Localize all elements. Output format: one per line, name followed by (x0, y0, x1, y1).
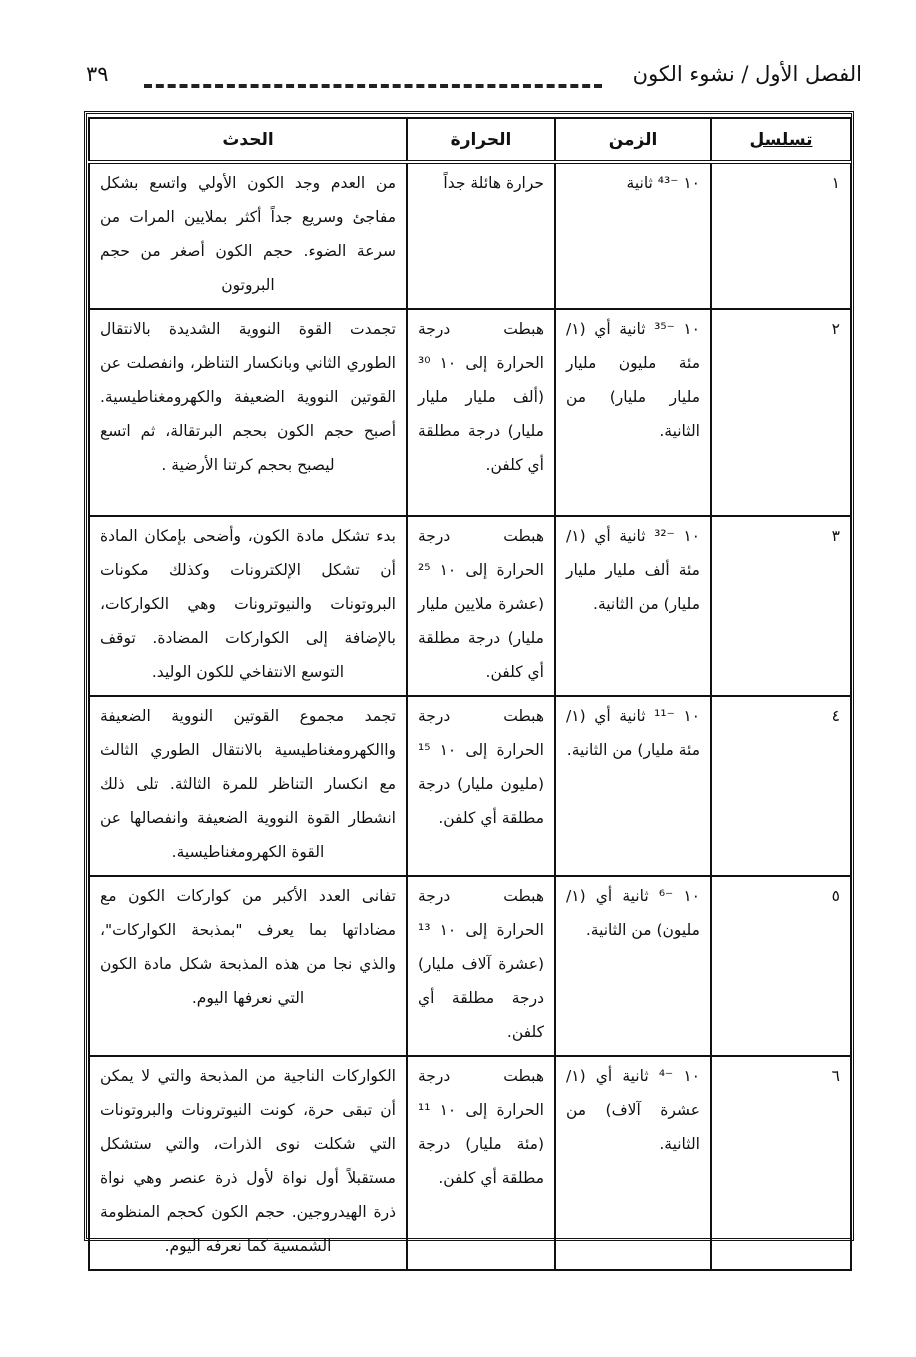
cell-serial: ١ (711, 162, 851, 309)
header-leader-dots (144, 84, 602, 88)
cell-event: بدء تشكل مادة الكون، وأضحى بإمكان المادة أن تشكل الإلكترونات وكذلك مكونات البروتونات والنيوترونات وهي الكواركات، بالإضافة إلى الكواركات المضادة. توقف التوسع الانتفاخي للكون الوليد. (89, 516, 407, 696)
cell-serial: ٢ (711, 309, 851, 516)
cell-temperature: هبطت درجة الحرارة إلى ١٠ ¹³ (عشرة آلاف مليار) درجة مطلقة أي كلفن. (407, 876, 555, 1056)
cell-temperature: هبطت درجة الحرارة إلى ١٠ ³⁰ (ألف مليار مليار مليار) درجة مطلقة أي كلفن. (407, 309, 555, 516)
cell-temperature: هبطت درجة الحرارة إلى ١٠ ²⁵ (عشرة ملايين مليار مليار) درجة مطلقة أي كلفن. (407, 516, 555, 696)
table-row (89, 162, 851, 309)
cell-temperature: هبطت درجة الحرارة إلى ١٠ ¹⁵ (مليون مليار) درجة مطلقة أي كلفن. (407, 696, 555, 876)
column-header-event: الحدث (89, 118, 407, 162)
table-row (89, 309, 851, 516)
cell-serial: ٥ (711, 876, 851, 1056)
table-row (89, 1056, 851, 1270)
column-header-temperature: الحرارة (407, 118, 555, 162)
cell-time: ١٠ ⁻³² ثانية أي (١/ مئة ألف مليار مليار مليار) من الثانية. (555, 516, 711, 696)
column-header-time: الزمن (555, 118, 711, 162)
cell-time: ١٠ ⁻¹¹ ثانية أي (١/ مئة مليار) من الثانية. (555, 696, 711, 876)
page-number: ٣٩ (86, 62, 109, 86)
cell-time: ١٠ ⁻⁶ ثانية أي (١/ مليون) من الثانية. (555, 876, 711, 1056)
cell-event: تجمد مجموع القوتين النووية الضعيفة واالكهرومغناطيسية بالانتقال الطوري الثالث مع انكسار التناظر للمرة الثالثة. تلى ذلك انشطار القوة النووية الضعيفة وانفصالها عن القوة الكهرومغناطيسية. (89, 696, 407, 876)
cell-event: تفانى العدد الأكبر من كواركات الكون مع مضاداتها بما يعرف "بمذبحة الكواركات"، والذي نجا من هذه المذبحة شكل مادة الكون التي نعرفها اليوم. (89, 876, 407, 1056)
cell-serial: ٣ (711, 516, 851, 696)
cell-event: الكواركات الناجية من المذبحة والتي لا يمكن أن تبقى حرة، كونت النيوترونات والبروتونات التي شكلت نوى الذرات، والتي ستشكل مستقبلاً أول نواة لأول ذرة عنصر وهي نواة ذرة الهيدروجين. حجم الكون كحجم المنظومة الشمسية كما نعرفه اليوم. (89, 1056, 407, 1270)
cell-time: ١٠ ⁻³⁵ ثانية أي (١/ مئة مليون مليار مليار مليار) من الثانية. (555, 309, 711, 516)
cell-temperature: هبطت درجة الحرارة إلى ١٠ ¹¹ (مئة مليار) درجة مطلقة أي كلفن. (407, 1056, 555, 1270)
table-row (89, 516, 851, 696)
table-row (89, 696, 851, 876)
table-header-row (89, 118, 851, 162)
cosmic-events-table (88, 117, 852, 1271)
cell-event: من العدم وجد الكون الأولي واتسع بشكل مفاجئ وسريع جداً أكثر بملايين المرات من سرعة الضوء. حجم الكون أصغر من حجم البروتون (89, 162, 407, 309)
cell-temperature: حرارة هائلة جداً (407, 162, 555, 309)
cell-serial: ٤ (711, 696, 851, 876)
running-title: الفصل الأول / نشوء الكون (632, 62, 862, 86)
cell-serial: ٦ (711, 1056, 851, 1270)
cell-time: ١٠ ⁻⁴³ ثانية (555, 162, 711, 309)
table-row (89, 876, 851, 1056)
column-header-serial: تسلسل (711, 118, 851, 162)
page-header (86, 58, 862, 102)
cell-time: ١٠ ⁻⁴ ثانية أي (١/ عشرة آلاف) من الثانية. (555, 1056, 711, 1270)
cell-event: تجمدت القوة النووية الشديدة بالانتقال الطوري الثاني وبانكسار التناظر، وانفصلت عن القوتين النووية الضعيفة والكهرومغناطيسية. أصبح حجم الكون بحجم البرتقالة، ثم اتسع ليصبح بحجم كرتنا الأرضية . (89, 309, 407, 516)
